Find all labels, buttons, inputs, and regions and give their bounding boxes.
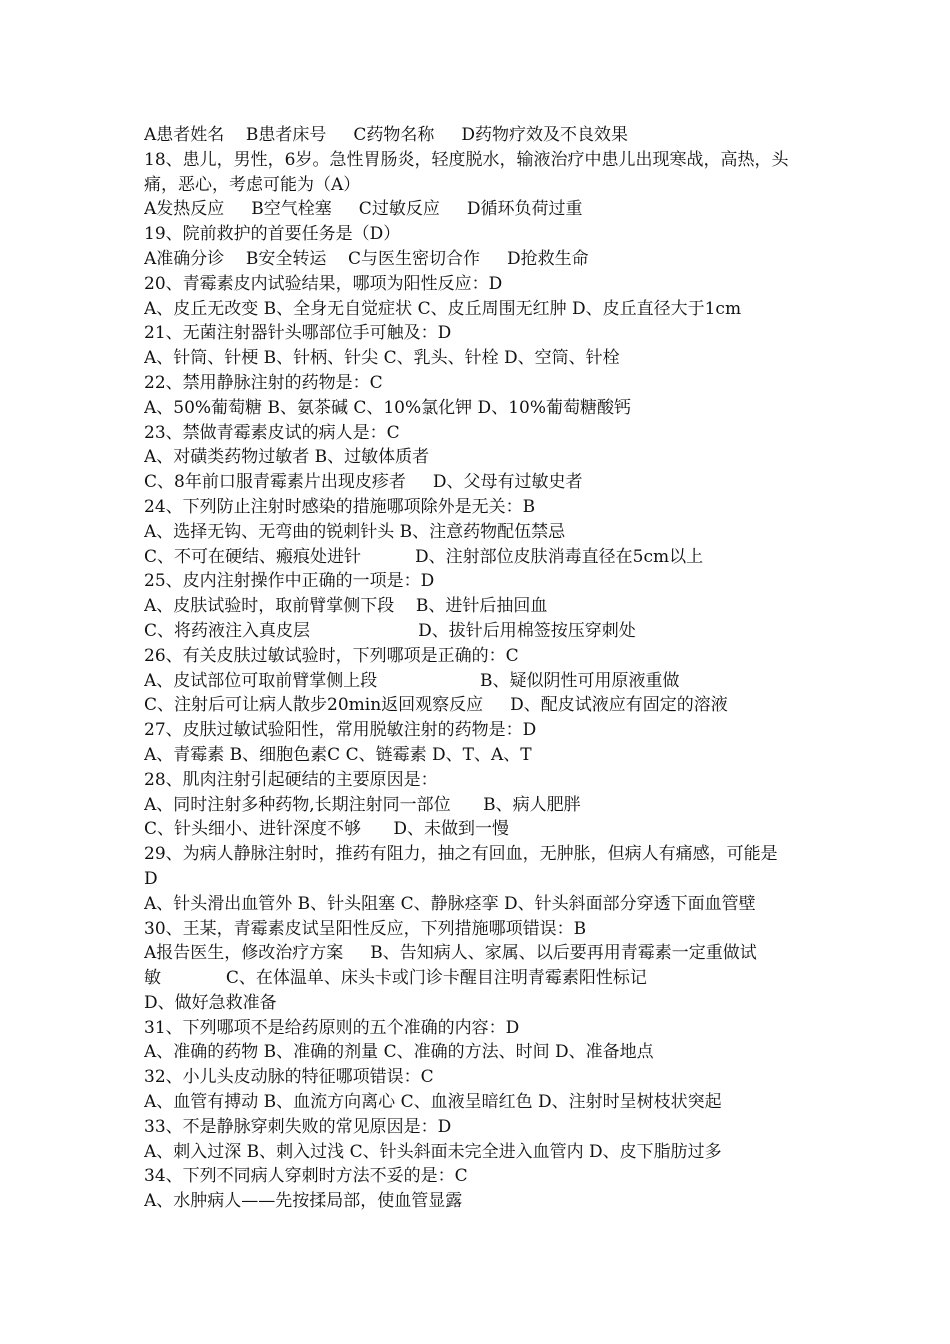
text-line: C、8年前口服青霉素片出现皮疹者 D、父母有过敏史者: [144, 472, 583, 493]
text-line: 19、院前救护的首要任务是（D）: [144, 224, 401, 245]
text-line: A患者姓名 B患者床号 C药物名称 D药物疗效及不良效果: [144, 125, 629, 145]
text-line: 25、皮内注射操作中正确的一项是：D: [144, 571, 435, 592]
text-line: A发热反应 B空气栓塞 C过敏反应 D循环负荷过重: [144, 199, 583, 220]
text-line: A、皮肤试验时，取前臂掌侧下段 B、进针后抽回血: [144, 596, 548, 617]
text-line: C、不可在硬结、瘢痕处进针 D、注射部位皮肤消毒直径在5cm以上: [144, 546, 704, 567]
text-line: A准确分诊 B安全转运 C与医生密切合作 D抢救生命: [144, 248, 589, 269]
text-line: A、针头滑出血管外 B、针头阻塞 C、静脉痉挛 D、针头斜面部分穿透下面血管壁: [144, 893, 756, 914]
text-line: A、对磺类药物过敏者 B、过敏体质者: [144, 447, 430, 468]
text-line: A、皮丘无改变 B、全身无自觉症状 C、皮丘周围无红肿 D、皮丘直径大于1cm: [144, 298, 742, 319]
text-line: C、针头细小、进针深度不够 D、未做到一慢: [144, 819, 510, 840]
text-line: 28、肌肉注射引起硬结的主要原因是：: [144, 769, 438, 790]
text-line: 24、下列防止注射时感染的措施哪项除外是无关：B: [144, 496, 536, 517]
text-line: D、做好急救准备: [144, 992, 277, 1013]
text-line: A、选择无钩、无弯曲的锐刺针头 B、注意药物配伍禁忌: [144, 521, 566, 542]
text-line: 32、小儿头皮动脉的特征哪项错误：C: [144, 1067, 434, 1088]
text-line: 22、禁用静脉注射的药物是：C: [144, 372, 383, 393]
text-line: A、50%葡萄糖 B、氨茶碱 C、10%氯化钾 D、10%葡萄糖酸钙: [144, 397, 631, 418]
text-line: 33、不是静脉穿刺失败的常见原因是：D: [144, 1116, 452, 1137]
text-line: A、皮试部位可取前臂掌侧上段 B、疑似阴性可用原液重做: [144, 670, 680, 691]
text-line: A、血管有搏动 B、血流方向离心 C、血液呈暗红色 D、注射时呈树枝状突起: [144, 1092, 722, 1113]
text-line: 27、皮肤过敏试验阳性，常用脱敏注射的药物是：D: [144, 720, 537, 741]
text-line: C、注射后可让病人散步20min返回观察反应 D、配皮试液应有固定的溶液: [144, 695, 728, 716]
text-line: 20、青霉素皮内试验结果，哪项为阳性反应：D: [144, 273, 503, 294]
text-line: 敏 C、在体温单、床头卡或门诊卡醒目注明青霉素阳性标记: [144, 968, 647, 989]
text-line: 痛，恶心，考虑可能为（A）: [144, 174, 361, 195]
text-line: C、将药液注入真皮层 D、拔针后用棉签按压穿刺处: [144, 620, 636, 641]
document-body: [144, 123, 824, 1214]
text-line: 30、王某，青霉素皮试呈阳性反应，下列措施哪项错误：B: [144, 918, 587, 939]
text-line: D: [144, 868, 158, 889]
text-line: 34、下列不同病人穿刺时方法不妥的是：C: [144, 1166, 468, 1187]
text-line: A、青霉素 B、细胞色素C C、链霉素 D、T、A、T: [144, 744, 532, 765]
text-line: 23、禁做青霉素皮试的病人是：C: [144, 422, 400, 443]
text-line: A、准确的药物 B、准确的剂量 C、准确的方法、时间 D、准备地点: [144, 1042, 654, 1063]
text-line: 18、患儿，男性，6岁。急性胃肠炎，轻度脱水，输液治疗中患儿出现寒战，高热，头: [144, 149, 789, 170]
text-line: A、刺入过深 B、刺入过浅 C、针头斜面未完全进入血管内 D、皮下脂肪过多: [144, 1141, 722, 1162]
text-line: 21、无菌注射器针头哪部位手可触及：D: [144, 323, 452, 344]
text-line: 26、有关皮肤过敏试验时，下列哪项是正确的：C: [144, 645, 519, 666]
text-line: 31、下列哪项不是给药原则的五个准确的内容：D: [144, 1017, 520, 1038]
text-line: A、水肿病人——先按揉局部，使血管显露: [144, 1191, 463, 1212]
text-line: 29、为病人静脉注射时，推药有阻力，抽之有回血，无肿胀，但病人有痛感，可能是: [144, 844, 778, 865]
text-line: A、针筒、针梗 B、针柄、针尖 C、乳头、针栓 D、空筒、针栓: [144, 348, 620, 369]
text-line: A报告医生，修改治疗方案 B、告知病人、家属、以后要再用青霉素一定重做试: [144, 943, 757, 964]
text-line: A、同时注射多种药物,长期注射同一部位 B、病人肥胖: [144, 794, 581, 815]
